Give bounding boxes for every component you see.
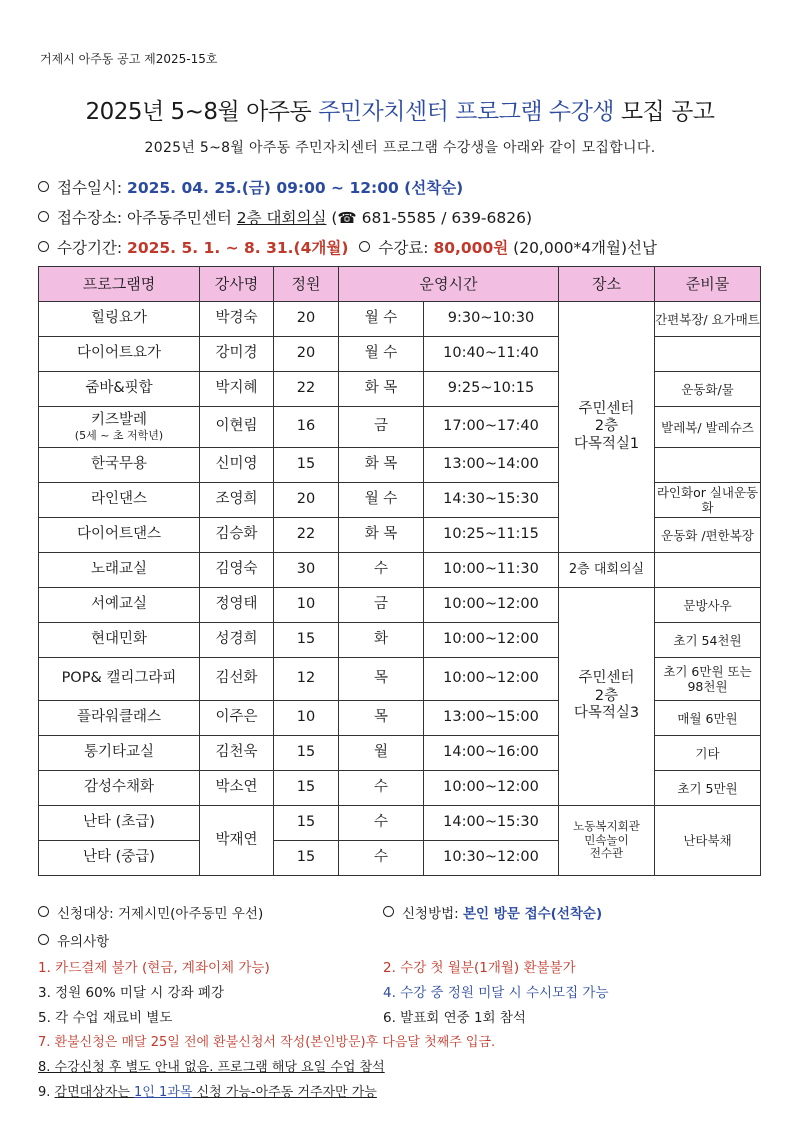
note-9-highlight: 1인 1과목 bbox=[134, 1085, 193, 1100]
period-value: 2025. 5. 1. ~ 8. 31.(4개월) bbox=[127, 239, 349, 257]
teacher-name: 신미영 bbox=[200, 448, 274, 483]
capacity: 30 bbox=[274, 553, 339, 588]
capacity: 20 bbox=[274, 302, 339, 337]
program-name: 한국무용 bbox=[39, 448, 200, 483]
location-cell: 2층 대회의실 bbox=[559, 553, 655, 588]
table-header-row bbox=[39, 267, 761, 302]
program-name: 노래교실 bbox=[39, 553, 200, 588]
program-name: 줌바&핏합 bbox=[39, 372, 200, 407]
target-line bbox=[38, 902, 263, 922]
caution-heading bbox=[38, 930, 109, 950]
supplies: 발레복/ 발레슈즈 bbox=[655, 407, 761, 448]
note-9-part: 감면대상자는 bbox=[54, 1085, 135, 1100]
class-time: 13:00~14:00 bbox=[424, 448, 559, 483]
program-table bbox=[38, 266, 761, 876]
class-day: 금 bbox=[339, 407, 424, 448]
note-item: 4. 수강 중 정원 미달 시 수시모집 가능 bbox=[383, 985, 609, 1001]
note-item: 5. 각 수업 재료비 별도 bbox=[38, 1010, 173, 1026]
reception-date-value: 2025. 04. 25.(금) 09:00 ~ 12:00 (선착순) bbox=[127, 179, 464, 197]
note-item: 3. 정원 60% 미달 시 강좌 폐강 bbox=[38, 985, 225, 1001]
program-name: 다이어트댄스 bbox=[39, 518, 200, 553]
class-day: 월 bbox=[339, 736, 424, 771]
table-row bbox=[39, 588, 761, 623]
capacity: 15 bbox=[274, 736, 339, 771]
circle-bullet-icon bbox=[38, 211, 49, 222]
circle-bullet-icon bbox=[38, 181, 49, 192]
note-item-9 bbox=[38, 1081, 377, 1100]
program-name: 라인댄스 bbox=[39, 483, 200, 518]
class-day: 월 수 bbox=[339, 483, 424, 518]
location-cell bbox=[559, 588, 655, 806]
teacher-name: 성경희 bbox=[200, 623, 274, 658]
class-day: 화 목 bbox=[339, 372, 424, 407]
class-day: 금 bbox=[339, 588, 424, 623]
note-item: 8. 수강신청 후 별도 안내 없음. 프로그램 해당 요일 수업 참석 bbox=[38, 1060, 385, 1075]
program-name: 감성수채화 bbox=[39, 771, 200, 806]
note-9-number: 9. bbox=[38, 1085, 55, 1100]
table-row bbox=[39, 302, 761, 337]
capacity: 15 bbox=[274, 841, 339, 876]
title-part2: 모집 공고 bbox=[614, 99, 715, 125]
location-cell bbox=[559, 302, 655, 553]
class-time: 10:40~11:40 bbox=[424, 337, 559, 372]
period-fee-line bbox=[38, 236, 657, 258]
supplies: 초기 54천원 bbox=[655, 623, 761, 658]
teacher-name: 김영숙 bbox=[200, 553, 274, 588]
teacher-name: 강미경 bbox=[200, 337, 274, 372]
caution-label: 유의사항 bbox=[57, 934, 110, 950]
supplies: 운동화/물 bbox=[655, 372, 761, 407]
reception-place-line bbox=[38, 206, 532, 228]
teacher-name: 김선화 bbox=[200, 658, 274, 701]
fee-note: (20,000*4개월)선납 bbox=[508, 239, 657, 257]
class-day: 화 목 bbox=[339, 448, 424, 483]
title-part1: 2025년 5~8월 아주동 bbox=[85, 99, 319, 125]
class-time: 14:00~15:30 bbox=[424, 806, 559, 841]
location-line: 2층 bbox=[594, 418, 619, 435]
teacher-name: 박소연 bbox=[200, 771, 274, 806]
location-cell bbox=[559, 806, 655, 876]
location-line: 주민센터 bbox=[578, 670, 635, 687]
class-day: 월 수 bbox=[339, 337, 424, 372]
class-day: 화 bbox=[339, 623, 424, 658]
class-day: 월 수 bbox=[339, 302, 424, 337]
note-item: 6. 발표회 연중 1회 참석 bbox=[383, 1010, 526, 1026]
class-time: 10:00~12:00 bbox=[424, 623, 559, 658]
header-schedule: 운영시간 bbox=[339, 267, 559, 302]
capacity: 22 bbox=[274, 518, 339, 553]
capacity: 15 bbox=[274, 771, 339, 806]
circle-bullet-icon bbox=[38, 934, 49, 945]
class-time: 10:30~12:00 bbox=[424, 841, 559, 876]
reception-place-label: 접수장소: 아주동주민센터 bbox=[57, 209, 237, 227]
target-text: 신청대상: 거제시민(아주동민 우선) bbox=[57, 906, 264, 922]
capacity: 10 bbox=[274, 701, 339, 736]
class-day: 수 bbox=[339, 841, 424, 876]
note-9-part: 신청 가능-아주동 거주자만 가능 bbox=[192, 1085, 377, 1100]
class-day: 수 bbox=[339, 771, 424, 806]
class-day: 수 bbox=[339, 553, 424, 588]
reception-place-tel: (☎ 681-5585 / 639-6826) bbox=[326, 209, 533, 227]
header-supplies: 준비물 bbox=[655, 267, 761, 302]
location-line: 노동복지회관 bbox=[573, 818, 640, 833]
method-label: 신청방법: bbox=[402, 906, 464, 922]
location-line: 다목적실3 bbox=[573, 705, 640, 722]
title-highlight: 주민자치센터 프로그램 수강생 bbox=[318, 99, 615, 125]
page-title bbox=[0, 93, 800, 126]
supplies: 초기 5만원 bbox=[655, 771, 761, 806]
table-row bbox=[39, 553, 761, 588]
program-name: 난타 (초급) bbox=[39, 806, 200, 841]
supplies: 문방사우 bbox=[655, 588, 761, 623]
class-time: 10:00~12:00 bbox=[424, 771, 559, 806]
header-teacher: 강사명 bbox=[200, 267, 274, 302]
capacity: 20 bbox=[274, 483, 339, 518]
table-row bbox=[39, 806, 761, 841]
class-time: 9:30~10:30 bbox=[424, 302, 559, 337]
supplies bbox=[655, 337, 761, 372]
class-time: 10:00~11:30 bbox=[424, 553, 559, 588]
supplies bbox=[655, 553, 761, 588]
teacher-name: 이주은 bbox=[200, 701, 274, 736]
class-day: 목 bbox=[339, 701, 424, 736]
class-time: 13:00~15:00 bbox=[424, 701, 559, 736]
teacher-name: 박재연 bbox=[200, 806, 274, 876]
note-item: 2. 수강 첫 월분(1개월) 환불불가 bbox=[383, 960, 576, 976]
class-time: 10:00~12:00 bbox=[424, 588, 559, 623]
program-name: 난타 (중급) bbox=[39, 841, 200, 876]
teacher-name: 정영태 bbox=[200, 588, 274, 623]
location-line: 주민센터 bbox=[578, 400, 635, 417]
class-time: 17:00~17:40 bbox=[424, 407, 559, 448]
class-time: 9:25~10:15 bbox=[424, 372, 559, 407]
capacity: 20 bbox=[274, 337, 339, 372]
reception-place-room: 2층 대회의실 bbox=[236, 209, 327, 227]
supplies: 운동화 /편한복장 bbox=[655, 518, 761, 553]
program-name: POP& 캘리그라피 bbox=[39, 658, 200, 701]
circle-bullet-icon bbox=[38, 241, 49, 252]
location-line: 민속놀이 bbox=[584, 832, 629, 847]
note-item: 7. 환불신청은 매달 25일 전에 환불신청서 작성(본인방문)후 다음달 첫째주 입금. bbox=[38, 1035, 496, 1050]
document-number: 거제시 아주동 공고 제2025-15호 bbox=[40, 52, 218, 66]
supplies: 난타북채 bbox=[655, 806, 761, 876]
program-title: 키즈발레 bbox=[90, 411, 148, 428]
note-item: 1. 카드결제 불가 (현금, 계좌이체 가능) bbox=[38, 960, 270, 976]
location-line: 전수관 bbox=[589, 846, 624, 861]
supplies: 초기 6만원 또는 98천원 bbox=[655, 658, 761, 701]
teacher-name: 이현림 bbox=[200, 407, 274, 448]
method-line bbox=[383, 902, 602, 922]
program-name: 플라워클래스 bbox=[39, 701, 200, 736]
capacity: 12 bbox=[274, 658, 339, 701]
reception-date-line bbox=[38, 176, 463, 198]
reception-date-label: 접수일시: bbox=[57, 179, 128, 197]
program-subtitle: (5세 ~ 초 저학년) bbox=[74, 429, 164, 443]
program-name: 다이어트요가 bbox=[39, 337, 200, 372]
supplies: 기타 bbox=[655, 736, 761, 771]
circle-bullet-icon bbox=[383, 906, 394, 917]
circle-bullet-icon bbox=[38, 906, 49, 917]
header-capacity: 정원 bbox=[274, 267, 339, 302]
teacher-name: 조영희 bbox=[200, 483, 274, 518]
teacher-name: 박지혜 bbox=[200, 372, 274, 407]
capacity: 10 bbox=[274, 588, 339, 623]
program-name bbox=[39, 407, 200, 448]
supplies: 간편복장/ 요가매트 bbox=[655, 302, 761, 337]
program-name: 힐링요가 bbox=[39, 302, 200, 337]
class-time: 14:30~15:30 bbox=[424, 483, 559, 518]
capacity: 15 bbox=[274, 806, 339, 841]
period-label: 수강기간: bbox=[57, 239, 128, 257]
capacity: 15 bbox=[274, 623, 339, 658]
capacity: 15 bbox=[274, 448, 339, 483]
class-time: 10:25~11:15 bbox=[424, 518, 559, 553]
class-day: 수 bbox=[339, 806, 424, 841]
program-name: 통기타교실 bbox=[39, 736, 200, 771]
intro-text: 2025년 5~8월 아주동 주민자치센터 프로그램 수강생을 아래와 같이 모집합니다. bbox=[144, 140, 656, 156]
teacher-name: 김천욱 bbox=[200, 736, 274, 771]
capacity: 16 bbox=[274, 407, 339, 448]
program-name: 현대민화 bbox=[39, 623, 200, 658]
location-line: 다목적실1 bbox=[573, 435, 640, 452]
class-day: 화 목 bbox=[339, 518, 424, 553]
class-day: 목 bbox=[339, 658, 424, 701]
class-time: 14:00~16:00 bbox=[424, 736, 559, 771]
program-name: 서예교실 bbox=[39, 588, 200, 623]
fee-label: 수강료: bbox=[378, 239, 434, 257]
circle-bullet-icon bbox=[359, 241, 370, 252]
header-location: 장소 bbox=[559, 267, 655, 302]
supplies: 매월 6만원 bbox=[655, 701, 761, 736]
capacity: 22 bbox=[274, 372, 339, 407]
teacher-name: 박경숙 bbox=[200, 302, 274, 337]
supplies bbox=[655, 448, 761, 483]
method-value: 본인 방문 접수(선착순) bbox=[463, 906, 603, 922]
fee-value: 80,000원 bbox=[433, 239, 509, 257]
supplies: 라인화or 실내운동화 bbox=[655, 483, 761, 518]
location-line: 2층 bbox=[594, 687, 619, 704]
teacher-name: 김승화 bbox=[200, 518, 274, 553]
header-program: 프로그램명 bbox=[39, 267, 200, 302]
class-time: 10:00~12:00 bbox=[424, 658, 559, 701]
